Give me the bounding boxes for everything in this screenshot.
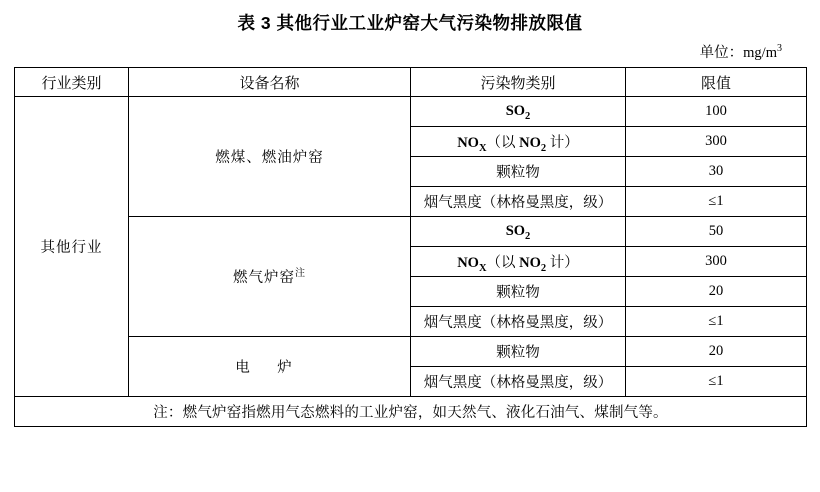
cell-limit: ≤1 [626, 187, 807, 217]
cell-limit: ≤1 [626, 367, 807, 397]
header-limit: 限值 [626, 68, 807, 97]
unit-exponent: 3 [777, 43, 782, 55]
cell-industry: 其他行业 [15, 97, 129, 397]
cell-pollutant: 烟气黑度（林格曼黑度，级） [411, 307, 626, 337]
cell-equipment: 电 炉 [129, 337, 411, 397]
table-header [15, 68, 807, 97]
page-title: 表 3 其他行业工业炉窑大气污染物排放限值 [237, 13, 583, 33]
cell-limit: 20 [626, 337, 807, 367]
cell-equipment: 燃煤、燃油炉窑 [129, 97, 411, 217]
cell-pollutant: $NO_X$（以 $NO_2$ 计） [411, 127, 626, 157]
cell-limit: 50 [626, 217, 807, 247]
note-row [15, 397, 807, 427]
cell-limit: 100 [626, 97, 807, 127]
note-label: 注： [153, 405, 183, 421]
cell-pollutant: 烟气黑度（林格曼黑度，级） [411, 367, 626, 397]
unit-line [14, 41, 806, 67]
cell-limit: 300 [626, 247, 807, 277]
unit-label: 单位： [699, 45, 744, 61]
cell-pollutant: $NO_X$（以 $NO_2$ 计） [411, 247, 626, 277]
table-row [15, 97, 807, 127]
table-row [15, 217, 807, 247]
note-cell [15, 397, 807, 427]
cell-pollutant: $SO_2$ [411, 97, 626, 127]
note-text: 燃气炉窑指燃用气态燃料的工业炉窑，如天然气、液化石油气、煤制气等。 [182, 405, 668, 421]
cell-pollutant: 烟气黑度（林格曼黑度，级） [411, 187, 626, 217]
table-footer [15, 397, 807, 427]
header-industry: 行业类别 [15, 68, 129, 97]
cell-pollutant: 颗粒物 [411, 337, 626, 367]
cell-limit: ≤1 [626, 307, 807, 337]
unit-value: mg/m [743, 45, 777, 61]
cell-limit: 300 [626, 127, 807, 157]
cell-equipment: 燃气炉窑$^注$ [129, 217, 411, 337]
cell-limit: 30 [626, 157, 807, 187]
cell-limit: 20 [626, 277, 807, 307]
table-header-row [15, 68, 807, 97]
header-pollutant: 污染物类别 [411, 68, 626, 97]
table-body [15, 97, 807, 397]
emission-limits-table [14, 67, 807, 427]
cell-pollutant: $SO_2$ [411, 217, 626, 247]
header-equipment: 设备名称 [129, 68, 411, 97]
equipment-note-marker: 注 [295, 268, 306, 280]
table-row [15, 337, 807, 367]
cell-pollutant: 颗粒物 [411, 277, 626, 307]
cell-pollutant: 颗粒物 [411, 157, 626, 187]
